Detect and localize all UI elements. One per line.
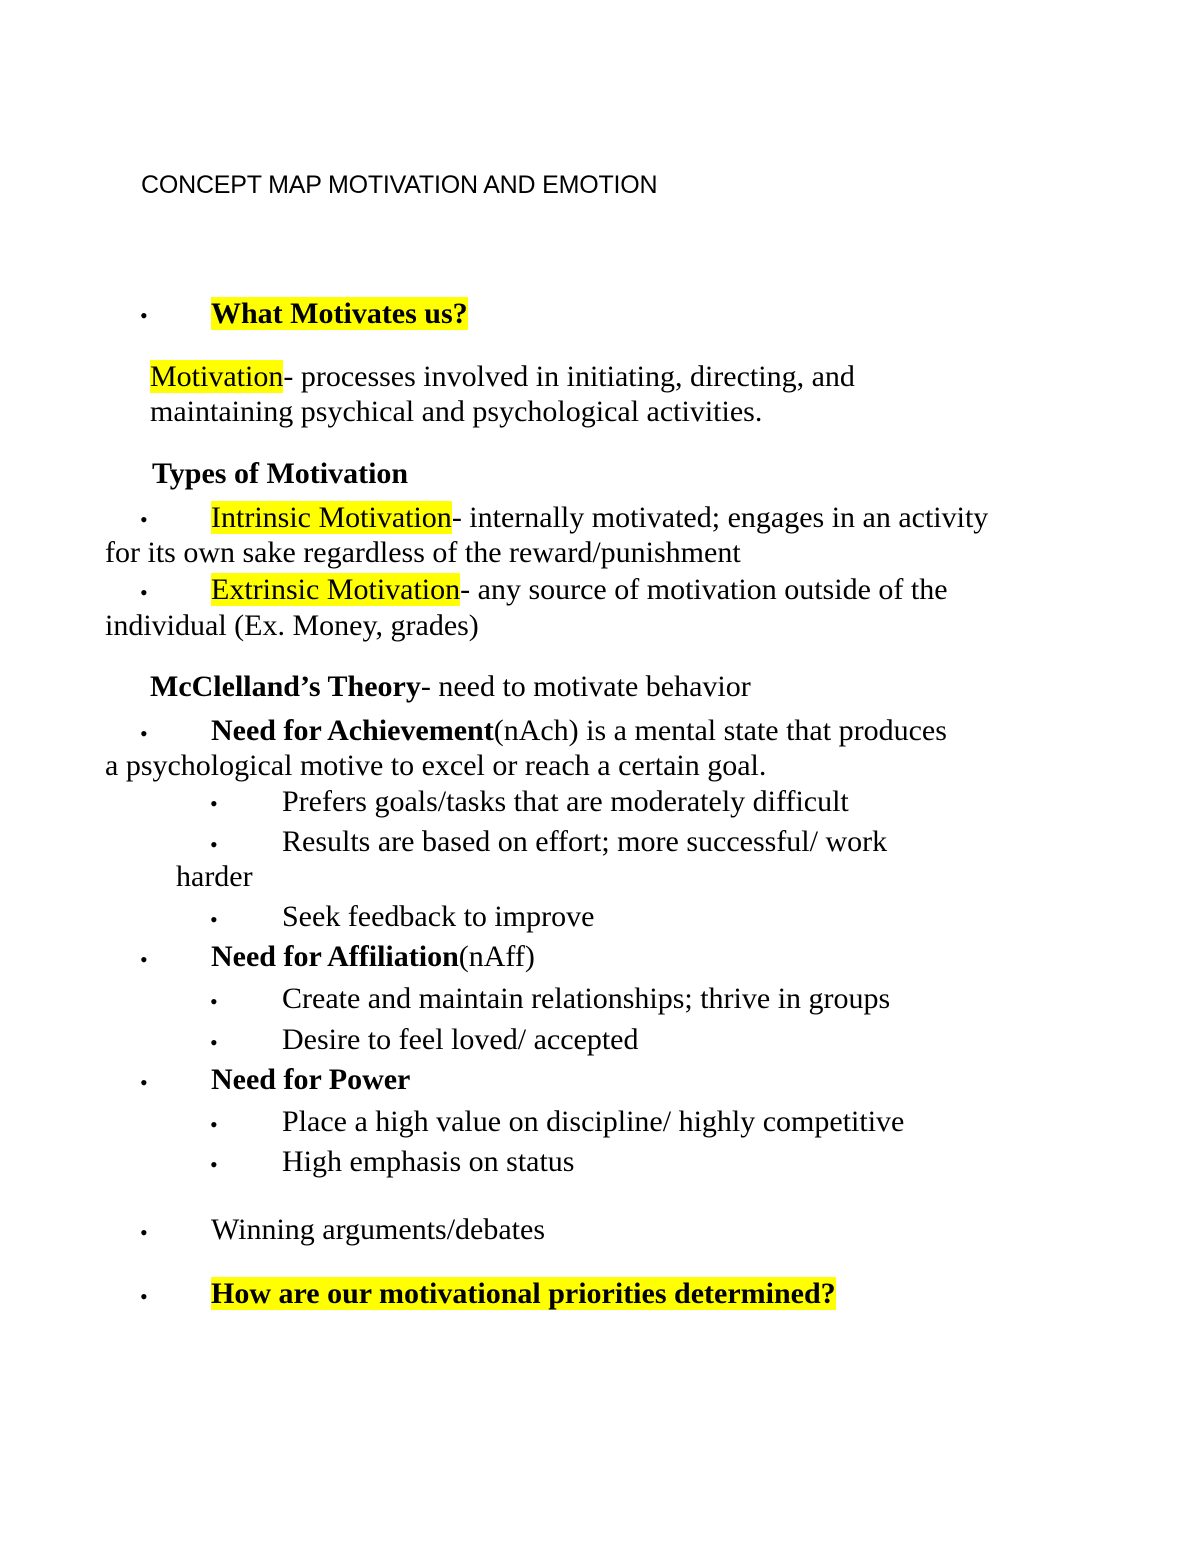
highlighted-question: What Motivates us? [211,297,468,330]
bullet: • [210,832,218,857]
heading-types-of-motivation: Types of Motivation [152,457,409,490]
achievement-item: Seek feedback to improve [282,900,595,933]
bullet: • [140,580,148,605]
extrinsic-line1: Extrinsic Motivation- any source of motivation outside of the [211,573,948,606]
bullet: • [210,1152,218,1177]
question-priorities [211,1276,836,1311]
mcclelland-heading: McClelland’s Theory- need to motivate behavior [150,670,751,703]
bullet: • [140,1220,148,1245]
achievement-item: Prefers goals/tasks that are moderately difficult [282,785,849,818]
achievement-item: Results are based on effort; more successful/ work [282,825,888,858]
term-intrinsic: Intrinsic Motivation [211,501,452,534]
power-item: Place a high value on discipline/ highly competitive [282,1105,905,1138]
highlighted-question: How are our motivational priorities determined? [211,1277,836,1310]
term-extrinsic: Extrinsic Motivation [211,573,461,606]
document-title: CONCEPT MAP MOTIVATION AND EMOTION [141,171,658,199]
bullet: • [140,1284,148,1309]
bullet: • [140,947,148,972]
bullet: • [140,1070,148,1095]
intrinsic-line1: Intrinsic Motivation- internally motivated; engages in an activity [211,501,989,534]
bullet: • [140,303,148,328]
bullet: • [140,507,148,532]
bullet: • [210,1112,218,1137]
label-need-for-achievement: Need for Achievement [211,714,494,747]
affiliation-item: Create and maintain relationships; thrive in groups [282,982,891,1015]
question-what-motivates [211,296,468,331]
bullet: • [210,907,218,932]
achievement-line1: Need for Achievement(nAch) is a mental state that produces [211,714,947,747]
power-item: High emphasis on status [282,1145,575,1178]
bullet: • [210,989,218,1014]
term-motivation: Motivation [150,360,284,393]
achievement-item-wrap: harder [176,860,253,893]
intrinsic-line2: for its own sake regardless of the reward/punishment [105,536,741,569]
extrinsic-line2: individual (Ex. Money, grades) [105,609,479,642]
achievement-line2: a psychological motive to excel or reach a certain goal. [105,749,767,782]
affiliation-line: Need for Affiliation(nAff) [211,940,535,973]
motivation-definition-line1: Motivation- processes involved in initiating, directing, and [150,360,855,393]
label-need-for-power: Need for Power [211,1063,411,1096]
bullet: • [140,721,148,746]
motivation-definition-line2: maintaining psychical and psychological activities. [150,395,763,428]
winning-arguments: Winning arguments/debates [211,1213,545,1246]
bullet: • [210,791,218,816]
affiliation-item: Desire to feel loved/ accepted [282,1023,639,1056]
label-need-for-affiliation: Need for Affiliation [211,940,459,973]
bullet: • [210,1030,218,1055]
